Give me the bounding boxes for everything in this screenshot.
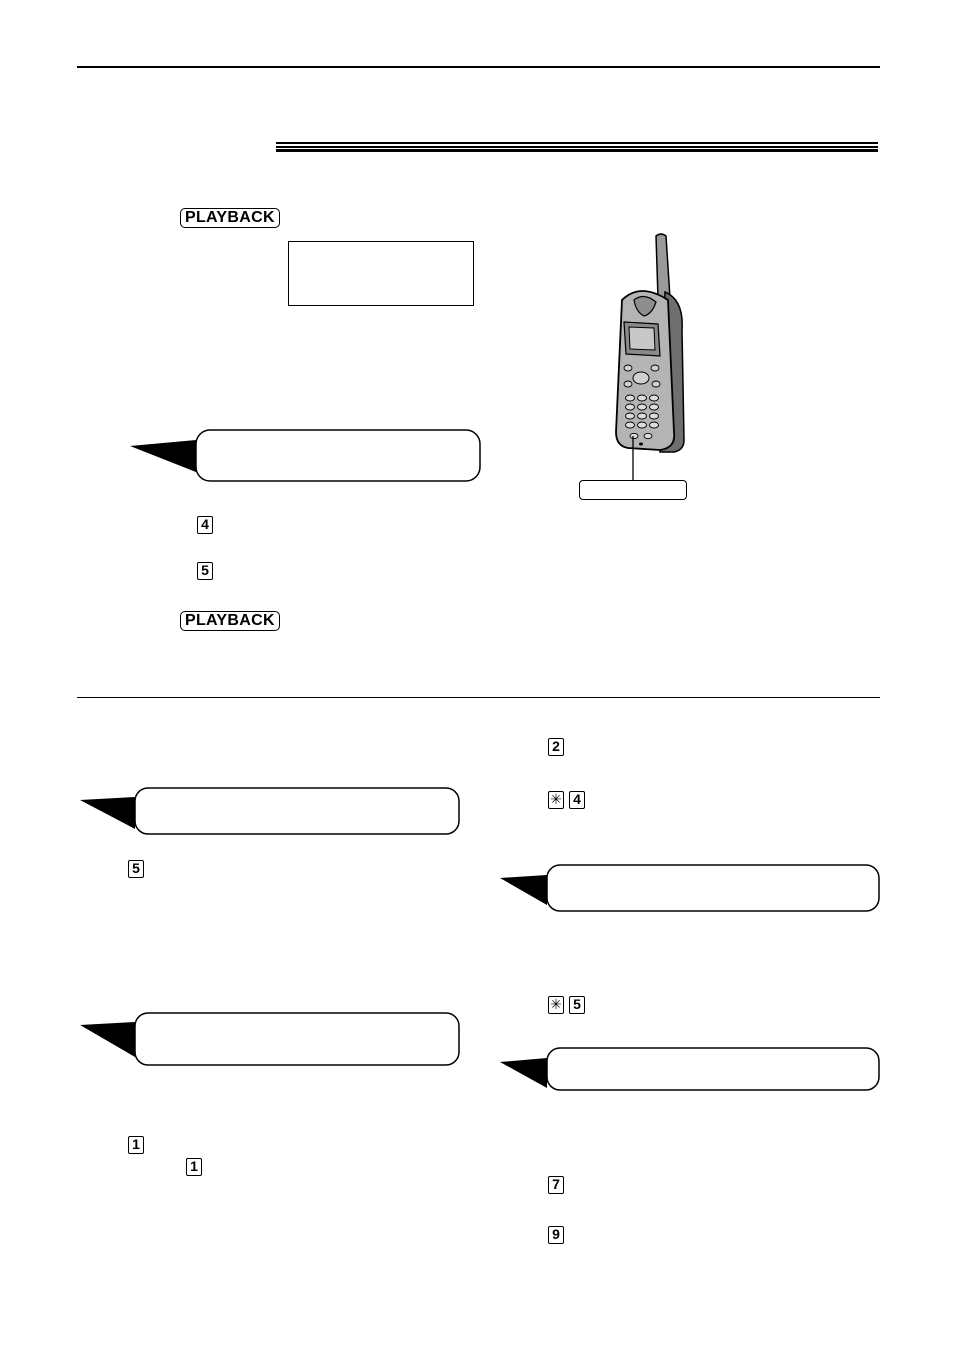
key-5-star[interactable]: 5 [569, 996, 585, 1014]
playback-button[interactable]: PLAYBACK [180, 208, 280, 228]
key-4[interactable]: 4 [197, 516, 213, 534]
key-5[interactable]: 5 [197, 562, 213, 580]
key-star-b[interactable]: ✳ [548, 996, 564, 1014]
voice-guide-bubble-1 [130, 430, 480, 481]
key-2[interactable]: 2 [548, 738, 564, 756]
key-4-remote[interactable]: 4 [569, 791, 585, 809]
key-9[interactable]: 9 [548, 1226, 564, 1244]
key-5-remote[interactable]: 5 [128, 860, 144, 878]
key-1-remote[interactable]: 1 [128, 1136, 144, 1154]
voice-guide-bubble-4 [500, 865, 879, 911]
key-1-repeat[interactable]: 1 [186, 1158, 202, 1176]
voice-guide-bubble-5 [500, 1048, 879, 1090]
key-star-a[interactable]: ✳ [548, 791, 564, 809]
handset-icon [616, 234, 684, 480]
key-7[interactable]: 7 [548, 1176, 564, 1194]
voice-guide-bubble-2 [80, 788, 459, 834]
voice-guide-bubble-3 [80, 1013, 459, 1065]
playback-button-stop[interactable]: PLAYBACK [180, 611, 280, 631]
